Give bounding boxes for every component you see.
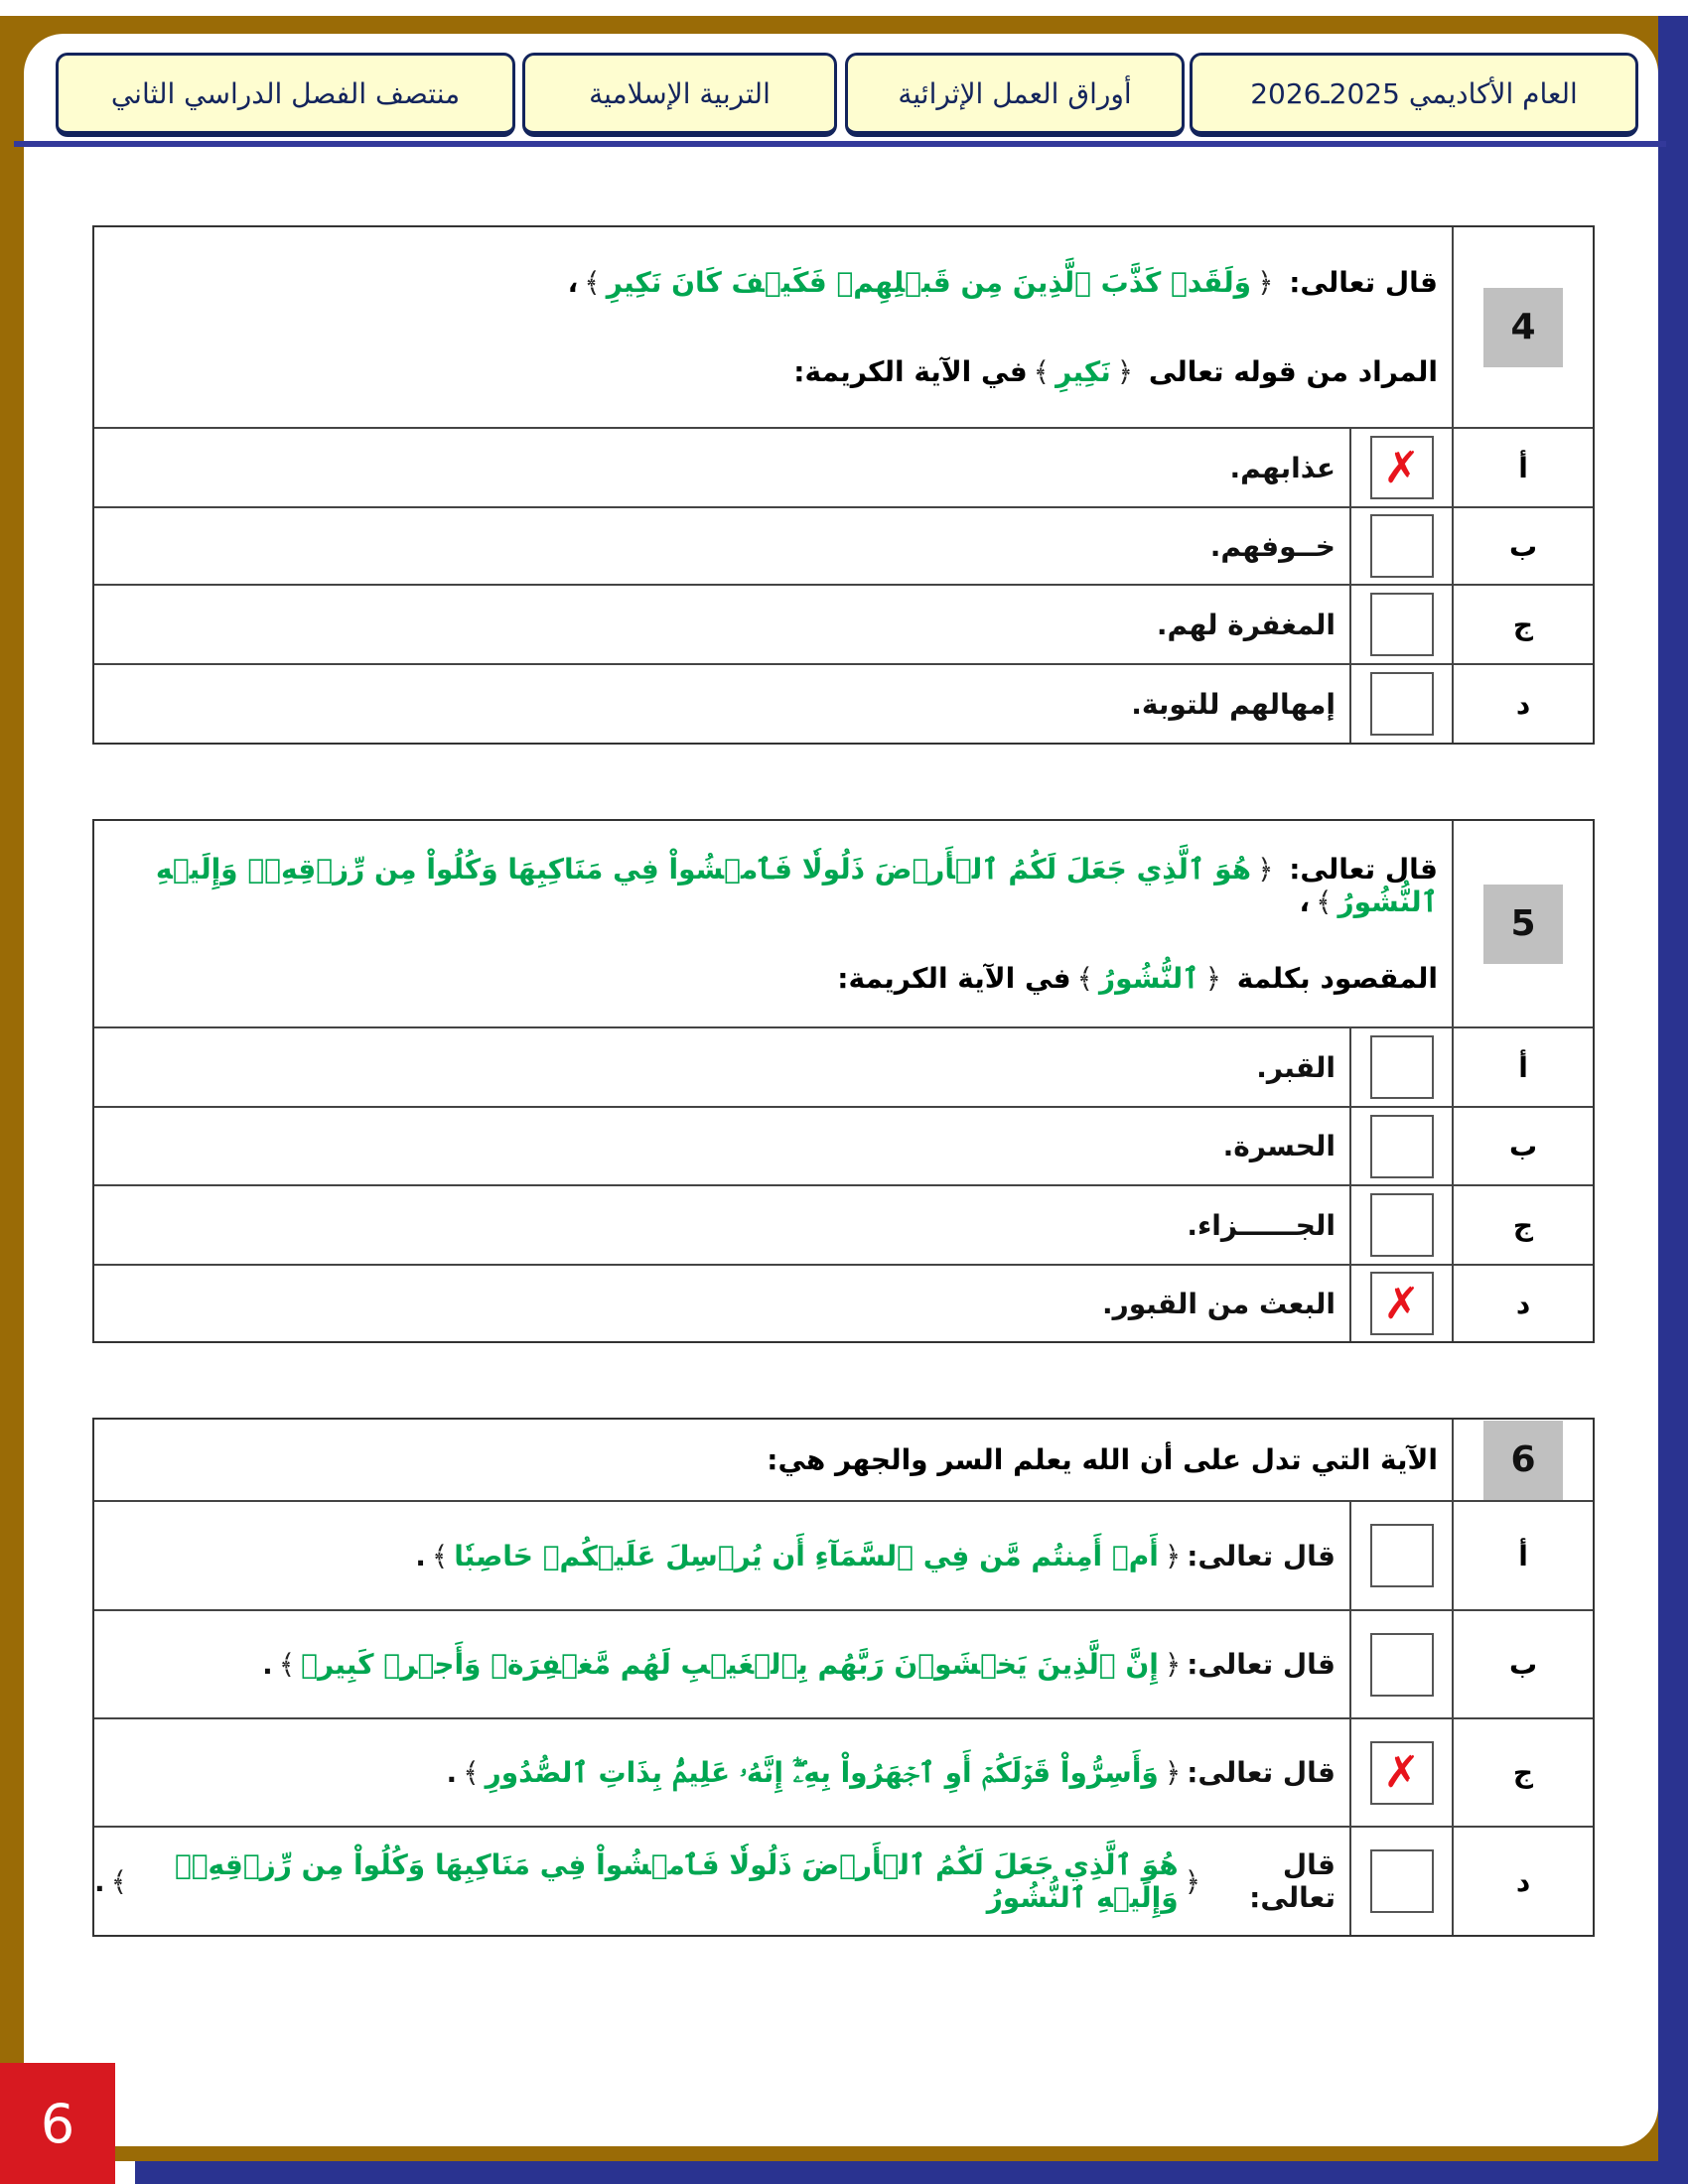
- answer-checkbox[interactable]: [1370, 514, 1434, 578]
- answer-checkbox[interactable]: [1370, 1849, 1434, 1913]
- page-number: 6: [0, 2063, 115, 2184]
- option-row: [94, 506, 1593, 584]
- option-letter-cell: [1452, 1186, 1593, 1264]
- option-letter: ب: [1508, 1648, 1538, 1681]
- option-letter: ب: [1508, 1130, 1538, 1162]
- option-letter: ج: [1512, 1208, 1534, 1242]
- option-text: [94, 508, 1349, 584]
- option-letter-cell: [1452, 1611, 1593, 1717]
- option-checkbox-cell: [1349, 1028, 1452, 1106]
- option-letter: أ: [1518, 1539, 1528, 1572]
- label-prefix: قال تعالى:: [1249, 1848, 1336, 1914]
- question-number: 5: [1483, 885, 1563, 964]
- prompt-line: [108, 266, 1438, 299]
- label-suffix: ،: [1299, 886, 1311, 918]
- prompt-line: [108, 962, 1438, 995]
- frame-gap: [115, 2161, 135, 2184]
- label-suffix: في الآية الكريمة:: [793, 355, 1028, 389]
- label-suffix: ،: [567, 265, 579, 299]
- option-checkbox-cell: [1349, 586, 1452, 663]
- option-text: [94, 1611, 1349, 1717]
- option-text: [94, 586, 1349, 663]
- answer-checkbox[interactable]: [1370, 1035, 1434, 1099]
- answer-checkbox[interactable]: [1370, 1272, 1434, 1335]
- answer-checkbox[interactable]: [1370, 1115, 1434, 1178]
- option-letter-cell: [1452, 1108, 1593, 1184]
- option-letter: د: [1515, 687, 1531, 721]
- question-row: [94, 821, 1593, 1026]
- label-prefix: قال تعالى:: [1187, 1539, 1336, 1572]
- question-4-table: [92, 225, 1595, 745]
- ornate-open-bracket: ﴿: [1257, 853, 1274, 886]
- header-term: منتصف الفصل الدراسي الثاني: [56, 53, 515, 137]
- option-text: [94, 1186, 1349, 1264]
- option-letter-cell: [1452, 1266, 1593, 1341]
- label-prefix: قال تعالى:: [1187, 1756, 1336, 1789]
- ornate-open-bracket: ﴿: [1116, 355, 1134, 389]
- option-letter: د: [1515, 1287, 1531, 1320]
- ornate-close-bracket: ﴾: [584, 265, 601, 299]
- ornate-open-bracket: ﴿: [1204, 962, 1221, 995]
- ornate-close-bracket: ﴾: [278, 1648, 296, 1681]
- option-text: [94, 1719, 1349, 1826]
- quran-verse: وَلَقَدۡ كَذَّبَ ٱلَّذِينَ مِن قَبۡلِهِمۡ فَكَيۡفَ كَانَ نَكِيرِ: [606, 265, 1252, 299]
- ornate-close-bracket: ﴾: [1076, 962, 1094, 995]
- header-worksheets: أوراق العمل الإثرائية: [845, 53, 1185, 137]
- question-prompt: [94, 1420, 1452, 1500]
- question-number: 4: [1483, 288, 1563, 367]
- option-letter: أ: [1518, 1050, 1528, 1084]
- option-label: المغفرة لهم.: [1156, 608, 1336, 641]
- quran-verse: هُوَ ٱلَّذِي جَعَلَ لَكُمُ ٱلۡأَرۡضَ ذَلُولٗا فَٱمۡشُواْ فِي مَنَاكِبِهَا وَكُلُواْ مِن رِّزۡقِهِۦۖ وَإِلَيۡهِ ٱلنُّشُورُ: [155, 853, 1438, 918]
- option-label: البعث من القبور.: [1101, 1287, 1336, 1320]
- label-prefix: قال تعالى:: [1187, 1648, 1336, 1681]
- label-suffix: .: [262, 1648, 273, 1681]
- option-label: الحسرة.: [1222, 1130, 1336, 1162]
- option-letter-cell: [1452, 1719, 1593, 1826]
- option-row: [94, 1106, 1593, 1184]
- option-letter: ب: [1508, 529, 1538, 563]
- answer-checkbox[interactable]: [1370, 1193, 1434, 1257]
- option-checkbox-cell: [1349, 508, 1452, 584]
- answer-checkbox[interactable]: [1370, 593, 1434, 656]
- ornate-close-bracket: ﴾: [1316, 886, 1333, 918]
- header-subject: التربية الإسلامية: [522, 53, 837, 137]
- question-prompt: [94, 821, 1452, 1026]
- question-row: [94, 1420, 1593, 1500]
- ornate-open-bracket: ﴿: [1164, 1648, 1182, 1681]
- prompt-text: الآية التي تدل على أن الله يعلم السر والجهر هي:: [767, 1443, 1438, 1476]
- option-row: [94, 1026, 1593, 1106]
- quran-verse: نَكِيرِ: [1055, 355, 1111, 389]
- option-letter-cell: [1452, 1028, 1593, 1106]
- option-row: [94, 1826, 1593, 1935]
- ornate-open-bracket: ﴿: [1184, 1864, 1201, 1898]
- option-letter: ج: [1512, 1756, 1534, 1789]
- question-5-table: [92, 819, 1595, 1343]
- option-checkbox-cell: [1349, 1186, 1452, 1264]
- quran-verse: وَأَسِرُّواْ قَوۡلَكُمۡ أَوِ ٱجۡهَرُواْ بِهِۦٓۖ إِنَّهُۥ عَلِيمُۢ بِذَاتِ ٱلصُّدُورِ: [485, 1755, 1159, 1789]
- option-label: عذابهم.: [1229, 451, 1336, 484]
- question-number-cell: [1452, 227, 1593, 427]
- ornate-open-bracket: ﴿: [1257, 265, 1274, 299]
- quran-verse: هُوَ ٱلَّذِي جَعَلَ لَكُمُ ٱلۡأَرۡضَ ذَلُولٗا فَٱمۡشُواْ فِي مَنَاكِبِهَا وَكُلُواْ مِن رِّزۡقِهِۦۖ وَإِلَيۡهِ ٱلنُّشُورُ: [174, 1848, 1179, 1914]
- quran-verse: إِنَّ ٱلَّذِينَ يَخۡشَوۡنَ رَبَّهُم بِٱلۡغَيۡبِ لَهُم مَّغۡفِرَةٞ وَأَجۡرٞ كَبِيرٞ: [301, 1648, 1159, 1681]
- question-row: [94, 227, 1593, 427]
- option-text: [94, 1108, 1349, 1184]
- option-letter-cell: [1452, 1828, 1593, 1935]
- option-checkbox-cell: [1349, 1266, 1452, 1341]
- answer-checkbox[interactable]: [1370, 1633, 1434, 1697]
- prompt-line: [108, 853, 1438, 918]
- quran-verse: أَمۡ أَمِنتُم مَّن فِي ٱلسَّمَآءِ أَن يُرۡسِلَ عَلَيۡكُمۡ حَاصِبٗا: [454, 1539, 1159, 1572]
- question-prompt: [94, 227, 1452, 427]
- label-prefix: المقصود بكلمة: [1236, 962, 1438, 995]
- option-letter-cell: [1452, 508, 1593, 584]
- option-row: [94, 1609, 1593, 1717]
- prompt-line: [108, 355, 1438, 388]
- option-letter: د: [1515, 1864, 1531, 1898]
- option-letter-cell: [1452, 586, 1593, 663]
- option-letter-cell: [1452, 1502, 1593, 1609]
- option-label: إمهالهم للتوبة.: [1131, 687, 1336, 721]
- option-row: [94, 584, 1593, 663]
- option-row: [94, 1717, 1593, 1826]
- label-suffix: في الآية الكريمة:: [837, 962, 1071, 995]
- option-row: [94, 1500, 1593, 1609]
- answer-checkbox[interactable]: [1370, 1741, 1434, 1805]
- option-checkbox-cell: [1349, 1502, 1452, 1609]
- ornate-close-bracket: ﴾: [463, 1756, 480, 1789]
- option-checkbox-cell: [1349, 1611, 1452, 1717]
- label-suffix: .: [94, 1864, 105, 1898]
- answer-checkbox[interactable]: [1370, 436, 1434, 499]
- ornate-close-bracket: ﴾: [110, 1864, 128, 1898]
- quran-verse: ٱلنُّشُورُ: [1099, 962, 1199, 995]
- ornate-close-bracket: ﴾: [431, 1539, 449, 1572]
- option-checkbox-cell: [1349, 1719, 1452, 1826]
- option-row: [94, 427, 1593, 506]
- option-label: القبر.: [1256, 1050, 1336, 1084]
- header-divider: [14, 141, 1666, 147]
- answer-checkbox[interactable]: [1370, 672, 1434, 736]
- option-text: [94, 1266, 1349, 1341]
- option-letter: ج: [1512, 608, 1534, 641]
- option-letter-cell: [1452, 665, 1593, 743]
- x-mark-icon: ✗: [1383, 1278, 1420, 1329]
- label-suffix: .: [415, 1539, 426, 1572]
- option-text: [94, 1028, 1349, 1106]
- option-label: الجــــــزاء.: [1187, 1208, 1336, 1242]
- option-row: [94, 663, 1593, 743]
- x-mark-icon: ✗: [1383, 1747, 1420, 1798]
- ornate-open-bracket: ﴿: [1164, 1756, 1182, 1789]
- ornate-close-bracket: ﴾: [1033, 355, 1051, 389]
- ornate-open-bracket: ﴿: [1164, 1539, 1182, 1572]
- question-number: 6: [1483, 1421, 1563, 1500]
- option-text: [94, 1828, 1349, 1935]
- option-checkbox-cell: [1349, 429, 1452, 506]
- option-row: [94, 1264, 1593, 1341]
- option-letter: أ: [1518, 451, 1528, 484]
- option-letter-cell: [1452, 429, 1593, 506]
- option-text: [94, 665, 1349, 743]
- option-label: خــوفهم.: [1209, 529, 1336, 563]
- label-suffix: .: [446, 1756, 458, 1789]
- x-mark-icon: ✗: [1383, 442, 1420, 493]
- header-academic-year: العام الأكاديمي 2025ـ2026: [1190, 53, 1638, 137]
- option-text: [94, 429, 1349, 506]
- label-prefix: قال تعالى:: [1289, 265, 1438, 299]
- question-number-cell: [1452, 1420, 1593, 1500]
- answer-checkbox[interactable]: [1370, 1524, 1434, 1587]
- option-checkbox-cell: [1349, 665, 1452, 743]
- page-margin: [0, 0, 1688, 16]
- option-text: [94, 1502, 1349, 1609]
- option-checkbox-cell: [1349, 1828, 1452, 1935]
- option-checkbox-cell: [1349, 1108, 1452, 1184]
- question-6-table: [92, 1418, 1595, 1937]
- label-prefix: المراد من قوله تعالى: [1148, 355, 1438, 389]
- question-number-cell: [1452, 821, 1593, 1026]
- label-prefix: قال تعالى:: [1289, 853, 1438, 886]
- option-row: [94, 1184, 1593, 1264]
